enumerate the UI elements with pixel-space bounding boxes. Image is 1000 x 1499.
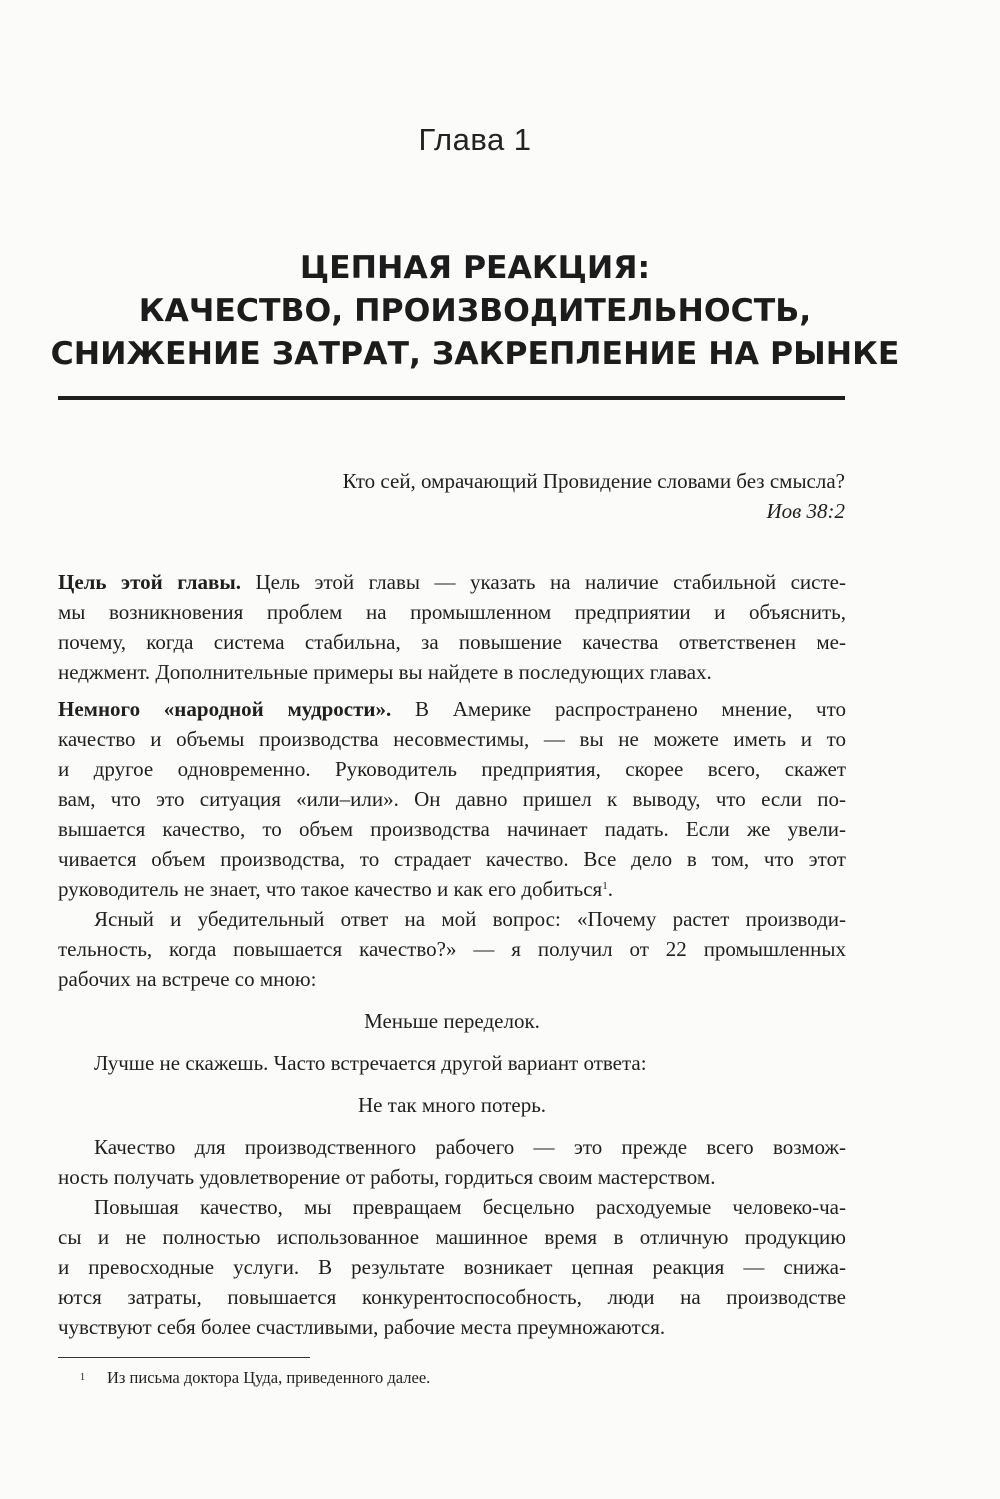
text-line: сы и не полностью использованное машинное время в отличную продукцию xyxy=(58,1225,846,1249)
text-line: рабочих на встрече со мною: xyxy=(58,967,317,991)
chapter-title xyxy=(40,247,910,376)
text-line: Лучше не скажешь. Часто встречается другой вариант ответа: xyxy=(94,1051,647,1075)
footnote-text: Из письма доктора Цуда, приведенного далее. xyxy=(107,1368,431,1387)
footnote-reference[interactable]: 1 xyxy=(602,880,608,892)
text-line: и превосходные услуги. В результате возникает цепная реакция — снижа- xyxy=(58,1255,846,1279)
text-span: В Америке распространено мнение, что xyxy=(391,697,847,721)
epigraph-source: Иов 38:2 xyxy=(766,499,845,523)
text-line xyxy=(58,874,846,904)
text-span: руководитель не знает, что такое качество и как его добиться xyxy=(58,877,603,901)
text-line: и другое одновременно. Руководитель предприятия, скорее всего, скажет xyxy=(58,757,846,781)
text-span: . xyxy=(607,877,613,901)
text-line xyxy=(58,694,846,724)
text-line: вышается качество, то объем производства начинает падать. Если же увели- xyxy=(58,817,846,841)
text-span: Цель этой главы — указать на наличие стабильной систе- xyxy=(240,570,846,594)
footnote xyxy=(80,1367,430,1389)
text-line xyxy=(58,567,846,597)
chapter-title-line: ЦЕПНАЯ РЕАКЦИЯ: xyxy=(299,250,651,286)
chapter-title-line: КАЧЕСТВО, ПРОИЗВОДИТЕЛЬНОСТЬ, xyxy=(138,293,812,329)
quoted-answer: Не так много потерь. xyxy=(357,1093,547,1117)
paragraph-runin-heading: Цель этой главы. xyxy=(58,570,241,594)
text-line: ность получать удовлетворение от работы, гордиться своим мастерством. xyxy=(58,1165,716,1189)
text-line: тельность, когда повышается качество?» — я получил от 22 промышленных xyxy=(58,937,846,961)
text-line: качество и объемы производства несовместимы, — вы не можете иметь и то xyxy=(58,727,846,751)
text-line: Ясный и убедительный ответ на мой вопрос: «Почему растет производи- xyxy=(94,907,846,931)
epigraph-quote: Кто сей, омрачающий Провидение словами без смысла? xyxy=(342,469,845,493)
text-line: вам, что это ситуация «или–или». Он давно пришел к выводу, что если по- xyxy=(58,787,846,811)
text-line: чивается объем производства, то страдает качество. Все дело в том, что этот xyxy=(58,847,846,871)
text-line: Качество для производственного рабочего — это прежде всего возмож- xyxy=(94,1135,846,1159)
text-line: мы возникновения проблем на промышленном предприятии и объяснить, xyxy=(58,600,846,624)
chapter-body xyxy=(58,567,846,1342)
paragraph-runin-heading: Немного «народной мудрости». xyxy=(58,697,392,721)
footnote-number: 1 xyxy=(80,1372,85,1383)
text-line: ются затраты, повышается конкурентоспособность, люди на производстве xyxy=(58,1285,846,1309)
epigraph xyxy=(145,466,845,526)
footnote-divider xyxy=(58,1357,310,1358)
text-line: чувствуют себя более счастливыми, рабочие места преумножаются. xyxy=(58,1315,666,1339)
chapter-label: Глава 1 xyxy=(418,122,532,157)
text-line: неджмент. Дополнительные примеры вы найдете в последующих главах. xyxy=(58,660,712,684)
title-divider xyxy=(58,396,845,400)
text-line: почему, когда система стабильна, за повышение качества ответственен ме- xyxy=(58,630,846,654)
chapter-title-line: СНИЖЕНИЕ ЗАТРАТ, ЗАКРЕПЛЕНИЕ НА РЫНКЕ xyxy=(50,336,900,372)
text-line: Повышая качество, мы превращаем бесцельно расходуемые человеко-ча- xyxy=(94,1195,846,1219)
quoted-answer: Меньше переделок. xyxy=(364,1009,540,1033)
